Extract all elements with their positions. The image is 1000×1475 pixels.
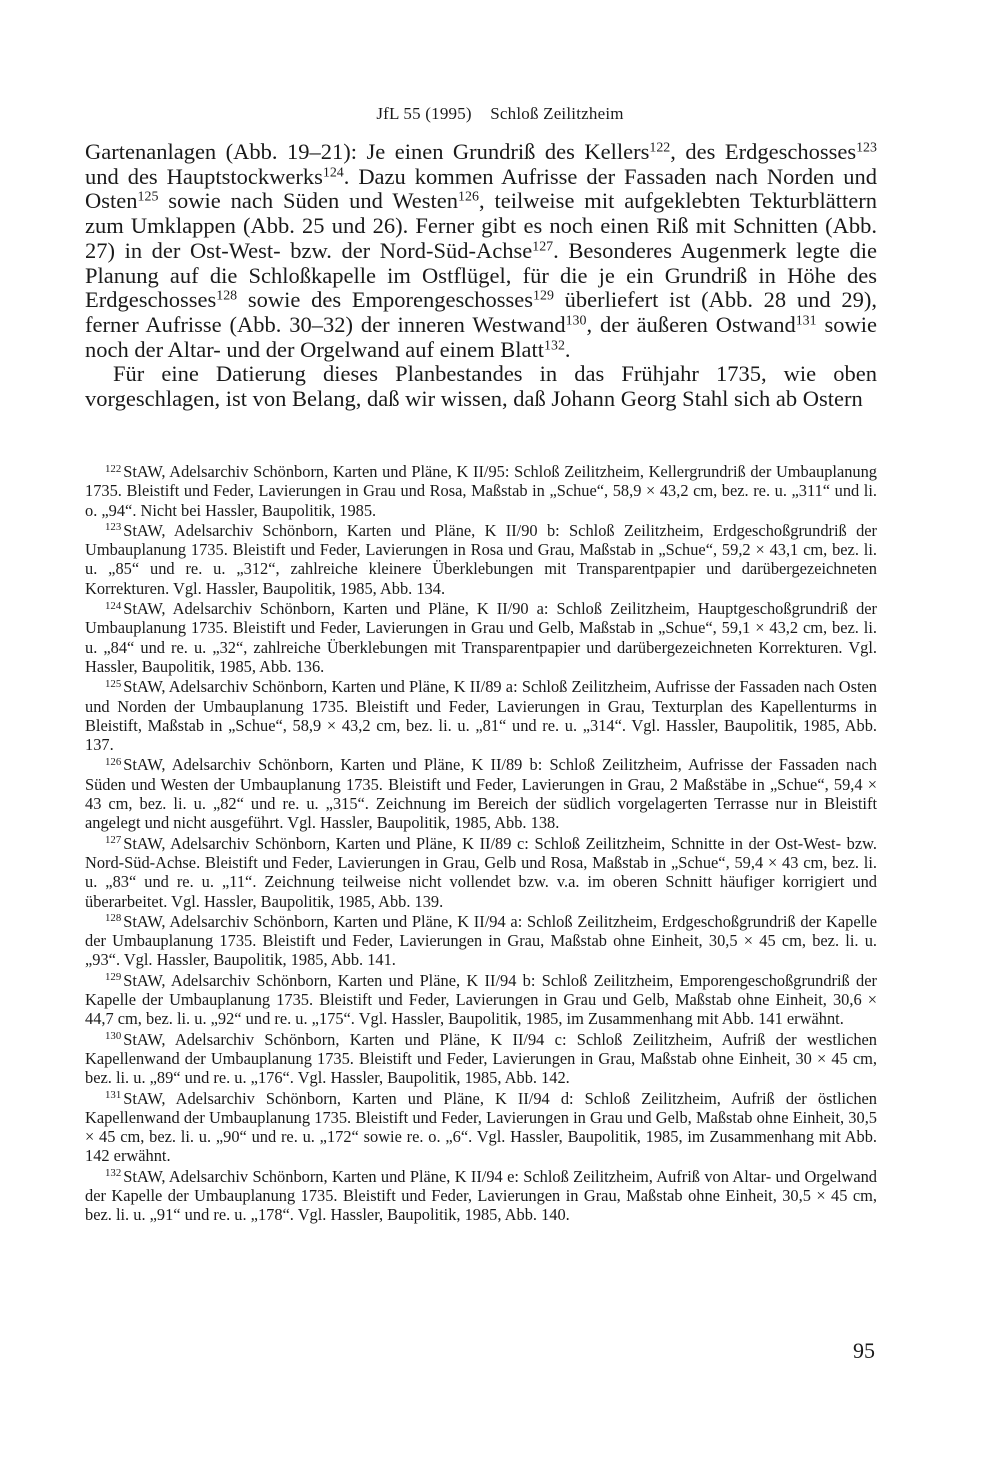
footnote-reference: 132 [544,337,565,353]
footnote [85,462,877,520]
footnote-number: 125 [105,677,122,690]
body-text-run: , des Erdgeschosses [670,139,857,164]
footnote-reference: 130 [565,313,587,329]
footnote-number: 130 [105,1030,122,1043]
footnote-number: 126 [105,756,122,769]
body-text-run: . [564,336,571,362]
body-text-run: , teilweise mit aufgeklebten Tekturblättern zum Umklappen (Abb. 25 und 26). Ferner gibt es noch einen Riß mit Schnitten (Abb. 27) in der Ost-West- bzw. der Nord-Süd-Achse [85,188,877,263]
footnote [85,1089,877,1166]
body-text-run: , der äußeren Ostwand [586,311,796,337]
footnote [85,1167,877,1225]
footnote-text: StAW, Adelsarchiv Schönborn, Karten und Pläne, K II/94 b: Schloß Zeilitzheim, Emporengeschoßgrundriß der Kapelle der Umbauplanung 1735. Bleistift und Feder, Lavierungen in Grau und Gelb, Maßstab ohne Einheit, 30,6 × 44,7 cm, bez. li. u. „92“ und re. u. „175“. Vgl. Hassler, Baupolitik, 1985, im Zusammenhang mit Abb. 141 erwähnt. [85,970,877,1029]
footnote-text: StAW, Adelsarchiv Schönborn, Karten und Pläne, K II/90 a: Schloß Zeilitzheim, Hauptgeschoßgrundriß der Umbauplanung 1735. Bleistift und Feder, Lavierungen in Grau und Gelb, Maßstab in „Schue“, 59,1 × 43,2 cm, bez. li. u. „84“ und re. u. „32“, zahlreiche Überklebungen mit Transparentpapier und darübergezeichneten Korrekturen. Vgl. Hassler, Baupolitik, 1985, Abb. 136. [85,599,877,676]
footnote-text: StAW, Adelsarchiv Schönborn, Karten und Pläne, K II/95: Schloß Zeilitzheim, Kellergrundriß der Umbauplanung 1735. Bleistift und Feder, Lavierungen in Grau und Rosa, Maßstab in „Schue“, 58,9 × 43,2 cm, bez. re. u. „311“ und li. o. „94“. Nicht bei Hassler, Baupolitik, 1985. [85,462,877,520]
footnote-text: StAW, Adelsarchiv Schönborn, Karten und Pläne, K II/94 c: Schloß Zeilitzheim, Aufriß der westlichen Kapellenwand der Umbauplanung 1735. Bleistift und Feder, Lavierungen in Grau, Maßstab ohne Einheit, 30 × 45 cm, bez. li. u. „89“ und re. u. „176“. Vgl. Hassler, Baupolitik, 1985, Abb. 142. [85,1029,877,1088]
body-text-run: sowie des Emporengeschosses [237,287,534,313]
body-text-run: sowie nach Süden und Westen [158,188,459,214]
footnote-number: 124 [105,599,122,612]
footnote [85,755,877,832]
footnote-number: 123 [105,521,122,534]
page-number: 95 [853,1338,875,1363]
footnote-number: 127 [105,834,122,847]
footnote-text: StAW, Adelsarchiv Schönborn, Karten und Pläne, K II/94 e: Schloß Zeilitzheim, Aufriß von Altar- und Orgelwand der Kapelle der Umbauplanung 1735. Bleistift und Feder, Lavierungen in Grau, Maßstab ohne Einheit, 30,5 × 45 cm, bez. li. u. „91“ und re. u. „178“. Vgl. Hassler, Baupolitik, 1985, Abb. 140. [85,1166,877,1225]
footnote [85,971,877,1029]
footnote [85,834,877,911]
footnote-number: 128 [105,912,122,925]
footnote-reference: 123 [856,140,877,156]
footnote-reference: 128 [216,288,238,304]
footnote-reference: 127 [532,239,554,255]
body-text-run: Gartenanlagen (Abb. 19–21): Je einen Grundriß des Kellers [85,139,650,164]
footnote [85,1030,877,1088]
body-text-run: und des Hauptstockwerks [85,163,323,189]
footnote-text: StAW, Adelsarchiv Schönborn, Karten und Pläne, K II/89 c: Schloß Zeilitzheim, Schnitte in der Ost-West- bzw. Nord-Süd-Achse. Bleistift und Feder, Lavierungen in Grau, Gelb und Rosa, Maßstab in „Schue“, 59,4 × 43 cm, bez. li. u. „83“ und re. u. „11“. Zeichnung teilweise nicht vollendet bzw. v.a. im oberen Schnitt häufiger korrigiert und überarbeitet. Vgl. Hassler, Baupolitik, 1985, Abb. 139. [85,833,877,911]
footnote-number: 132 [105,1167,122,1180]
journal-reference: JfL 55 (1995) [376,104,472,123]
footnote-number: 129 [105,971,122,984]
footnote [85,521,877,598]
footnotes [85,462,877,1226]
body-text-run: sowie noch der Altar- und der Orgelwand auf einem Blatt [85,311,877,362]
footnote [85,677,877,754]
running-header [0,104,1000,124]
body-text-run: Für eine Datierung dieses Planbestandes in das Frühjahr 1735, wie oben vorgeschlagen, ist von Belang, daß wir wissen, daß Johann Georg Stahl sich ab Ostern [85,361,877,412]
footnote-reference: 131 [795,313,817,329]
footnote-number: 122 [105,462,122,475]
footnote-text: StAW, Adelsarchiv Schönborn, Karten und Pläne, K II/90 b: Schloß Zeilitzheim, Erdgeschoßgrundriß der Umbauplanung 1735. Bleistift und Feder, Lavierungen in Rosa und Grau, Maßstab in „Schue“, 59,2 × 43,1 cm, bez. li. u. „85“ und re. u. „312“, zahlreiche kleinere Überklebungen mit Transparentpapier und darübergezeichneten Korrekturen. Vgl. Hassler, Baupolitik, 1985, Abb. 134. [85,520,877,598]
body-text-run: . Besonderes Augenmerk legte die Planung auf die Schloßkapelle im Ostflügel, für die je ein Grundriß in Höhe des Erdgeschosses [85,237,877,313]
body-paragraph [85,362,877,411]
body-text-run: überliefert ist (Abb. 28 und 29), ferner Aufrisse (Abb. 30–32) der inneren Westwand [85,287,877,337]
running-title: Schloß Zeilitzheim [490,104,624,123]
footnote-reference: 124 [322,165,344,181]
footnote [85,912,877,970]
footnote-reference: 126 [458,189,479,205]
footnote-number: 131 [105,1089,122,1102]
body-paragraph [85,140,877,362]
main-text [85,140,877,412]
footnote-reference: 122 [649,140,671,156]
footnote-reference: 129 [533,288,554,304]
body-text-run: . Dazu kommen Aufrisse der Fassaden nach Norden und Osten [85,163,877,214]
footnote-reference: 125 [137,189,159,205]
footnote-text: StAW, Adelsarchiv Schönborn, Karten und Pläne, K II/94 a: Schloß Zeilitzheim, Erdgeschoßgrundriß der Kapelle der Umbauplanung 1735. Bleistift und Feder, Lavierungen in Grau, Maßstab ohne Einheit, 30,5 × 45 cm, bez. li. u. „93“. Vgl. Hassler, Baupolitik, 1985, Abb. 141. [85,911,877,970]
footnote-text: StAW, Adelsarchiv Schönborn, Karten und Pläne, K II/89 a: Schloß Zeilitzheim, Aufrisse der Fassaden nach Osten und Norden der Umbauplanung 1735. Bleistift und Feder, Lavierungen in Grau, Texturplan des Kapellenturms in Bleistift, Maßstab in „Schue“, 58,9 × 43,2 cm, bez. li. u. „81“ und re. u. „314“. Vgl. Hassler, Baupolitik, 1985, Abb. 137. [85,677,877,755]
footnote [85,599,877,676]
footnote-text: StAW, Adelsarchiv Schönborn, Karten und Pläne, K II/89 b: Schloß Zeilitzheim, Aufrisse der Fassaden nach Süden und Westen der Umbauplanung 1735. Bleistift und Feder, Lavierungen in Grau, 2 Maßstäbe in „Schue“, 59,4 × 43 cm, bez. li. u. „82“ und re. u. „315“. Zeichnung im Bereich der südlich vorgelagerten Terrasse nur in Bleistift angelegt und nicht ausgeführt. Vgl. Hassler, Baupolitik, 1985, Abb. 138. [85,755,877,833]
footnote-text: StAW, Adelsarchiv Schönborn, Karten und Pläne, K II/94 d: Schloß Zeilitzheim, Aufriß der östlichen Kapellenwand der Umbauplanung 1735. Bleistift und Feder, Lavierungen in Grau und Gelb, Maßstab ohne Einheit, 30,5 × 45 cm, bez. li. u. „90“ und re. u. „172“ sowie re. o. „6“. Vgl. Hassler, Baupolitik, 1985, im Zusammenhang mit Abb. 142 erwähnt. [85,1088,877,1166]
